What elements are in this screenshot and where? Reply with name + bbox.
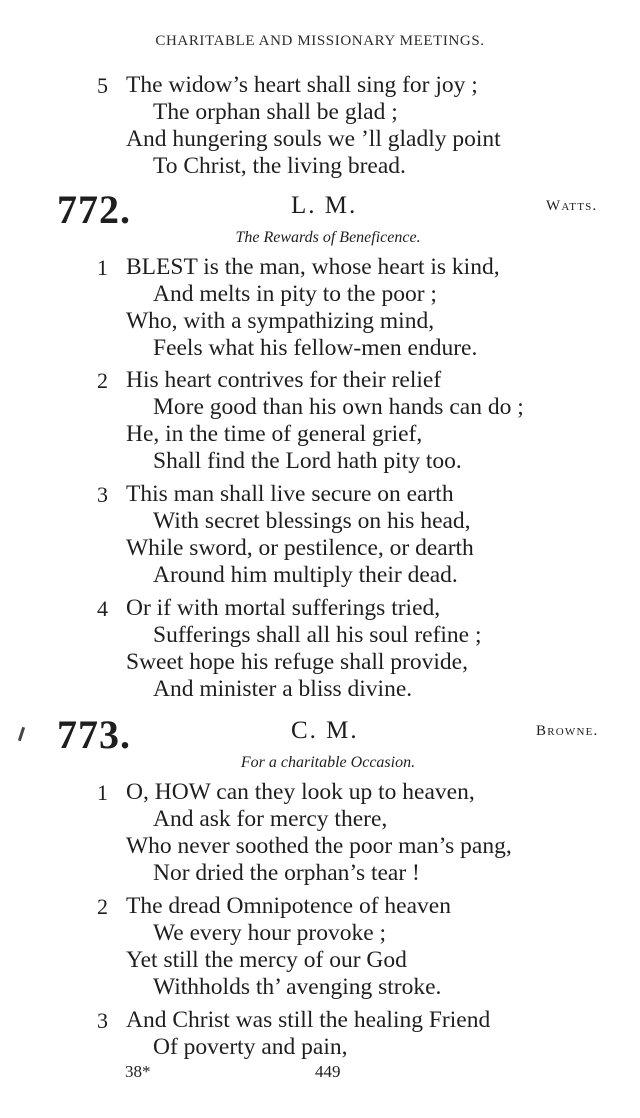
verse-line: The widow’s heart shall sing for joy ; (126, 72, 478, 98)
verse-line: His heart contrives for their relief (126, 367, 442, 393)
stanza-number: 1 (97, 780, 108, 805)
verse-line: We every hour provoke ; (153, 920, 387, 946)
verse-line: And Christ was still the healing Friend (126, 1007, 491, 1033)
verse-line: Nor dried the orphan’s tear ! (153, 860, 420, 886)
verse-line: With secret blessings on his head, (153, 508, 471, 534)
running-head: CHARITABLE AND MISSIONARY MEETINGS. (155, 33, 485, 49)
signature-mark: 38* (125, 1062, 151, 1081)
margin-pencil-mark (18, 727, 25, 741)
hymn-meter: L. M. (291, 192, 358, 219)
verse-line: Who never soothed the poor man’s pang, (126, 833, 512, 859)
hymn-meter: C. M. (291, 717, 359, 744)
verse-line: Yet still the mercy of our God (126, 947, 407, 973)
verse-line: Sufferings shall all his soul refine ; (153, 622, 482, 648)
stanza-number: 2 (97, 368, 108, 393)
hymn-subtitle: For a charitable Occasion. (240, 754, 416, 771)
verse-line: While sword, or pestilence, or dearth (126, 535, 474, 561)
verse-line: And melts in pity to the poor ; (153, 281, 437, 307)
verse-line: The dread Omnipotence of heaven (126, 893, 451, 919)
verse-line: Sweet hope his refuge shall provide, (126, 649, 468, 675)
hymn-author: Watts. (546, 198, 598, 214)
verse-line: More good than his own hands can do ; (153, 394, 524, 420)
verse-line: The orphan shall be glad ; (153, 99, 398, 125)
verse-line: And minister a bliss divine. (153, 676, 413, 702)
verse-line: Shall find the Lord hath pity too. (153, 448, 462, 474)
hymn-subtitle: The Rewards of Beneficence. (235, 229, 421, 246)
verse-line: Withholds th’ avenging stroke. (153, 974, 442, 1000)
verse-line: And hungering souls we ’ll gladly point (126, 126, 501, 152)
hymn-author: Browne. (536, 723, 599, 739)
verse-line: Around him multiply their dead. (153, 562, 458, 588)
verse-line: To Christ, the living bread. (153, 153, 406, 179)
verse-line: This man shall live secure on earth (126, 481, 454, 507)
verse-line: BLEST is the man, whose heart is kind, (126, 254, 500, 280)
verse-line: O, HOW can they look up to heaven, (126, 779, 475, 805)
verse-line: Who, with a sympathizing mind, (126, 308, 435, 334)
stanza-number: 2 (97, 894, 108, 919)
stanza-number: 1 (97, 255, 108, 280)
verse-line: And ask for mercy there, (153, 806, 388, 832)
stanza-number: 3 (97, 482, 108, 507)
verse-line: Or if with mortal sufferings tried, (126, 595, 441, 621)
verse-line: Of poverty and pain, (153, 1034, 348, 1060)
stanza-number: 5 (97, 73, 108, 98)
verse-line: He, in the time of general grief, (126, 421, 423, 447)
verse-line: Feels what his fellow-men endure. (153, 335, 478, 361)
page-number: 449 (315, 1062, 341, 1081)
hymn-number: 773. (57, 712, 131, 757)
stanza-number: 4 (97, 596, 108, 621)
hymn-number: 772. (57, 187, 131, 232)
stanza-number: 3 (97, 1008, 108, 1033)
